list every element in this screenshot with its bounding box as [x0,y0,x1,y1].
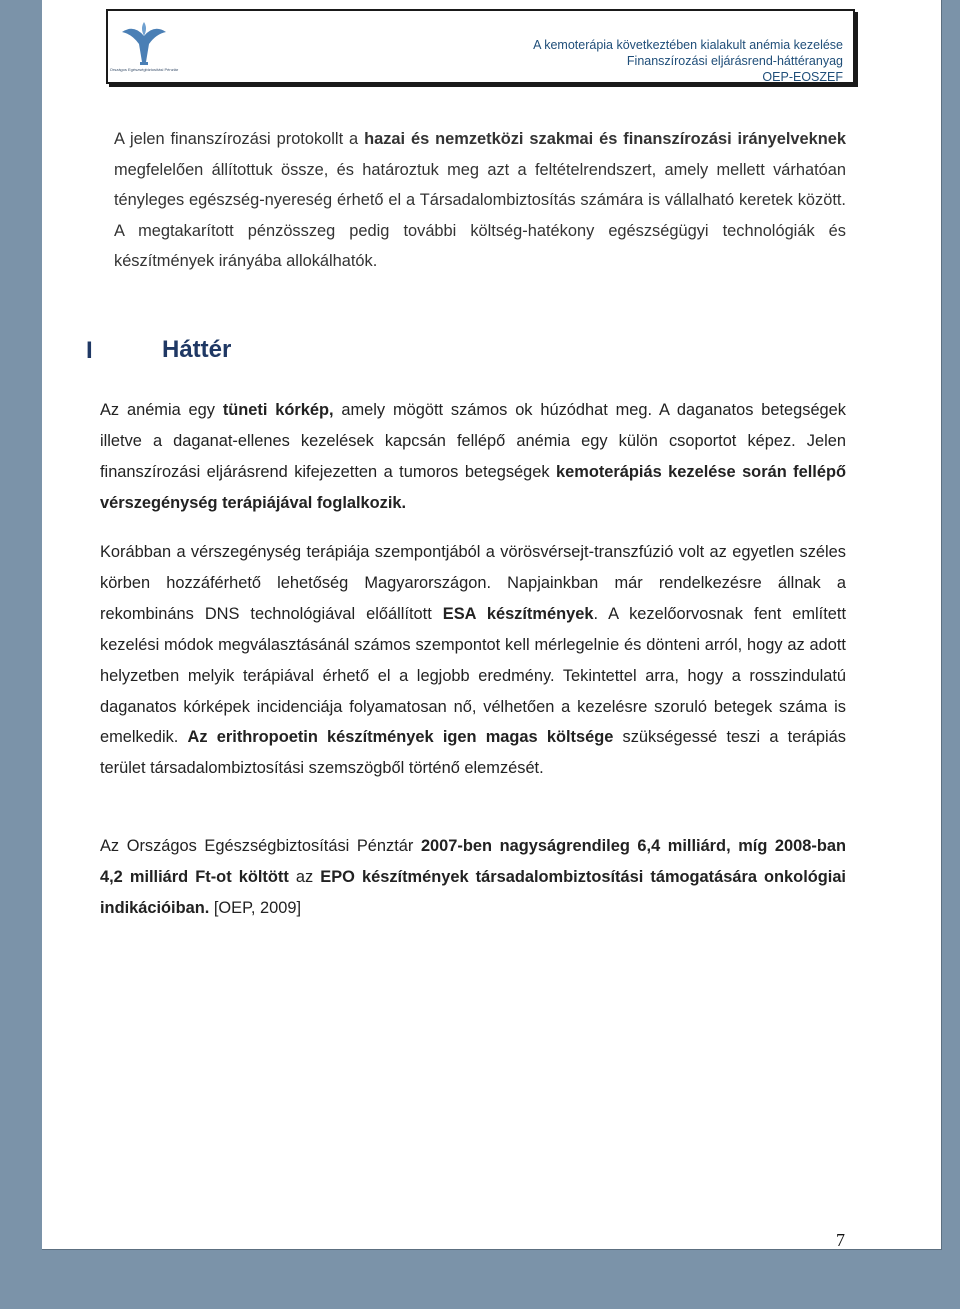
header-line-3: OEP-EOSZEF [762,70,843,84]
intro-paragraph: A jelen finanszírozási protokollt a hazai és nemzetközi szakmai és finanszírozási irányelveknek megfelelően állítottuk össze, és határoztuk meg azt a feltételrendszert, amely mellett várhatóan tényleges egészség-nyereség érhető el a Társadalombiztosítás számára is vállalható keretek között. A megtakarított pénzösszeg pedig további költség-hatékony egészségügyi technológiák és készítmények irányába allokálhatók. [114,130,846,270]
oep-logo [109,18,179,78]
background-paragraph-2: Korábban a vérszegénység terápiája szempontjából a vörösvérsejt-transzfúzió volt az egyetlen széles körben hozzáférhető lehetőség Magyarországon. Napjainkban már rendelkezésre állnak a rekombináns DNS technológiával előállított ESA készítmények. A kezelőorvosnak fent említett kezelési módok megválasztásánál számos szempontot kell mérlegelnie és dönteni arról, hogy az adott helyzetben melyik terápiával érhető el a legjobb eredmény. Tekintettel arra, hogy a rosszindulatú daganatos kórképek incidenciája folyamatosan nő, vélhetően a kezelésre szoruló betegek száma is emelkedik. Az erithropoetin készítmények igen magas költsége szükségessé teszi a terápiás terület társadalombiztosítási szemszögből történő elemzését. [100,543,847,778]
background-paragraph-3: Az Országos Egészségbiztosítási Pénztár 2007-ben nagyságrendileg 6,4 milliárd, míg 2008-ban 4,2 milliárd Ft-ot költött az EPO készítmények társadalombiztosítási támogatására onkológiai indikációiban. [OEP, 2009] [100,837,846,917]
page-number: 7 [836,1230,845,1250]
section-number: I [86,337,93,364]
header-text [533,37,843,85]
section-title: Háttér [162,336,232,363]
background-paragraph-1: Az anémia egy tüneti kórkép, amely mögött számos ok húzódhat meg. A daganatos betegségek illetve a daganat-ellenes kezelések kapcsán fellépő anémia egy külön csoportot képez. Jelen finanszírozási eljárásrend kifejezetten a tumoros betegségek kemoterápiás kezelése során fellépő vérszegénység terápiájával foglalkozik. [100,401,846,512]
logo-caption: Országos Egészségbiztosítási Pénztár [109,67,179,72]
page-header [106,9,855,84]
header-line-1: A kemoterápia következtében kialakult anémia kezelése [533,38,843,52]
header-line-2: Finanszírozási eljárásrend-háttéranyag [626,54,843,68]
